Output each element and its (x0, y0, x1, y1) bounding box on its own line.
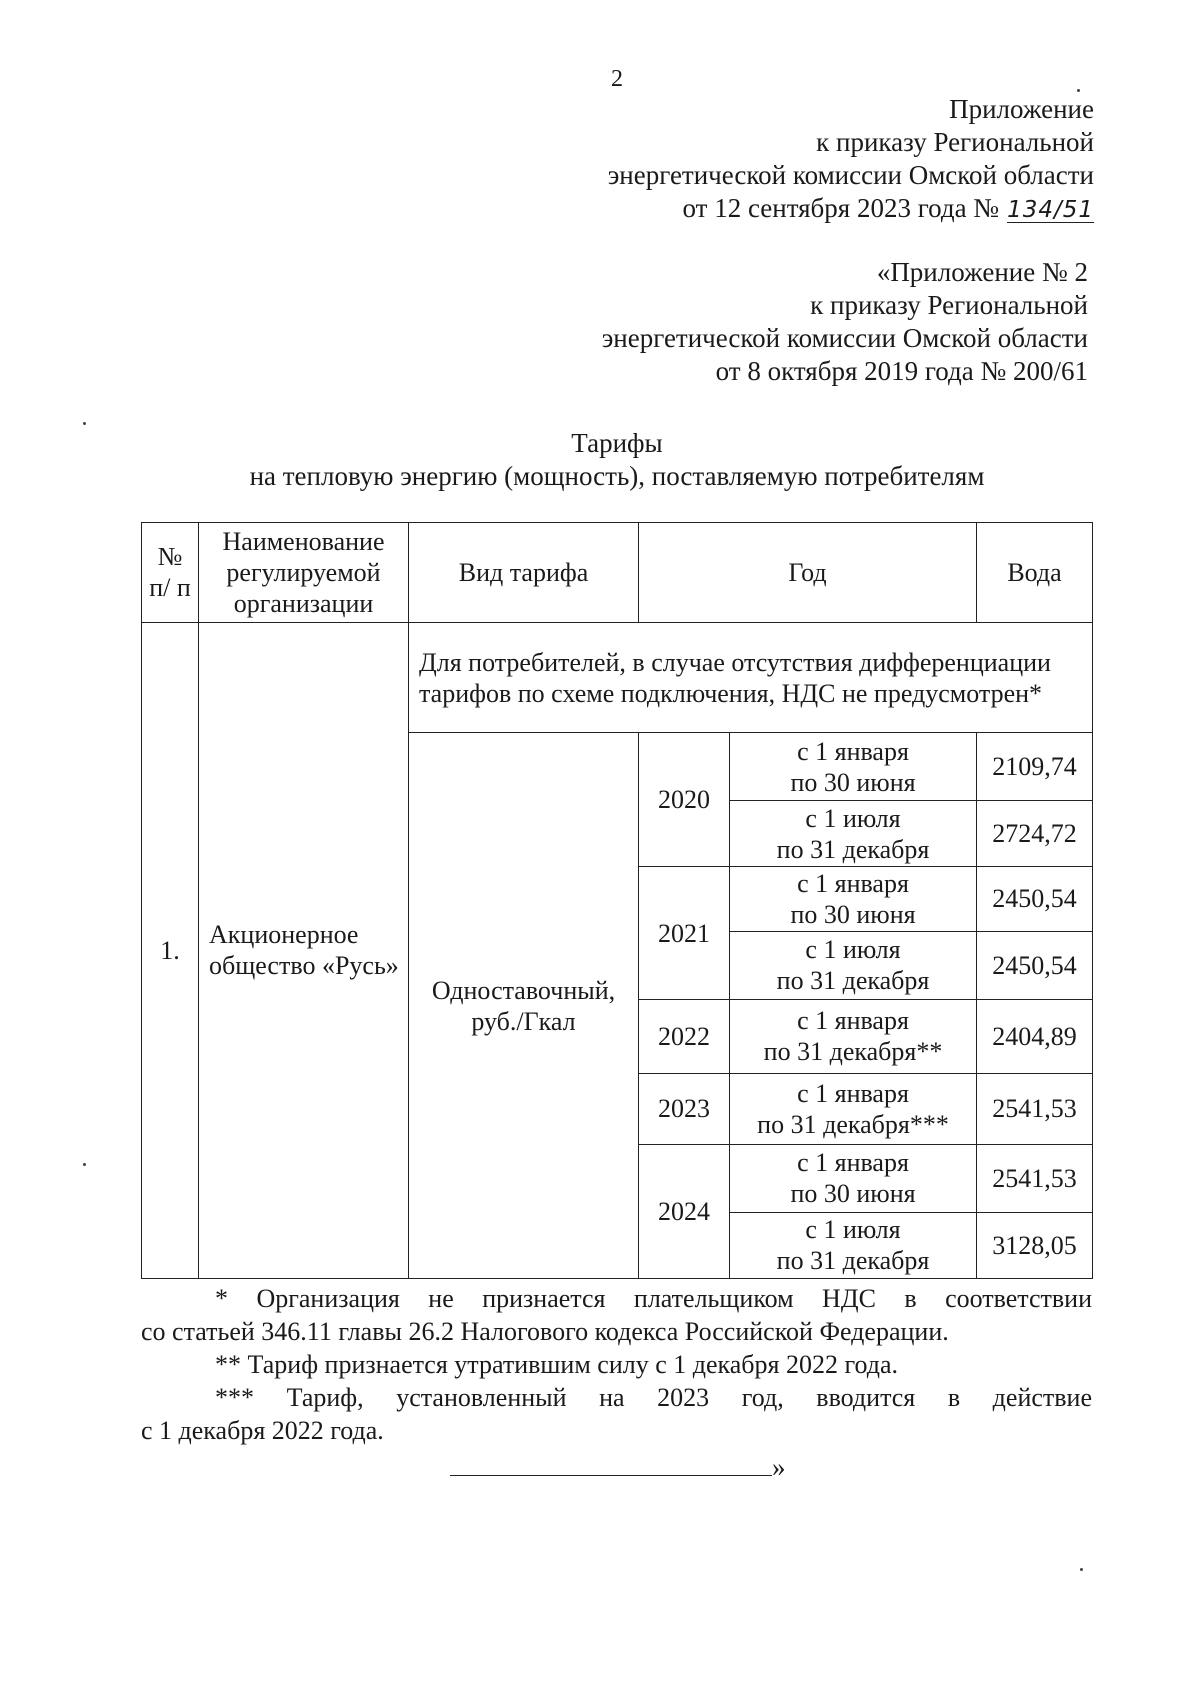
closing-rule (450, 1455, 772, 1476)
period-from: с 1 июля (805, 803, 901, 833)
header-organization: Наименование регулируемой организации (199, 523, 409, 623)
header-year: Год (639, 523, 977, 623)
closing-line (450, 1452, 786, 1483)
tariff-value: 2404,89 (977, 1000, 1093, 1073)
period-to: по 30 июня (790, 767, 916, 797)
appendix-line: энергетической комиссии Омской области (601, 323, 1088, 353)
period-cell (730, 1212, 977, 1279)
header-tariff-type: Вид тарифа (409, 523, 639, 623)
scan-speck (83, 1163, 86, 1166)
appendix-line: от 8 октября 2019 года № 200/61 (715, 356, 1088, 386)
tariff-value: 2109,74 (977, 733, 1093, 800)
header-line: энергетической комиссии Омской области (607, 160, 1094, 190)
document-title (0, 427, 1200, 493)
organization-name: Акционерное общество «Русь» (199, 622, 409, 1278)
period-cell (730, 800, 977, 866)
tariff-value: 2450,54 (977, 931, 1093, 999)
scan-speck (1077, 89, 1080, 92)
closing-quote: » (772, 1452, 786, 1482)
period-from: с 1 июля (805, 935, 901, 965)
period-from: с 1 января (797, 736, 909, 766)
period-from: с 1 января (797, 1148, 909, 1178)
period-to: по 31 декабря*** (757, 1109, 949, 1139)
period-from: с 1 июля (805, 1215, 901, 1245)
footnote-line: с 1 декабря 2022 года. (141, 1416, 384, 1445)
tariff-value: 2724,72 (977, 800, 1093, 866)
title-line: на тепловую энергию (мощность), поставляемую потребителям (249, 461, 985, 491)
period-from: с 1 января (797, 1078, 909, 1108)
order-header (608, 93, 1094, 225)
footnote-line: *** Тариф, установленный на 2023 год, вводится в действие (215, 1383, 1092, 1412)
period-from: с 1 января (797, 1006, 909, 1036)
period-to: по 31 декабря (776, 966, 930, 996)
tariff-kind: Одноставочный, руб./Гкал (409, 733, 639, 1279)
period-to: по 31 декабря (776, 834, 930, 864)
period-from: с 1 января (797, 868, 909, 898)
period-to: по 30 июня (790, 899, 916, 929)
page-number: 2 (611, 66, 623, 92)
period-cell (730, 1073, 977, 1144)
period-cell (730, 931, 977, 999)
consumer-note: Для потребителей, в случае отсутствия дифференциации тарифов по схеме подключения, НДС не предусмотрен* (409, 622, 1093, 733)
tariff-value: 2450,54 (977, 867, 1093, 931)
table-row (142, 622, 1093, 733)
period-to: по 31 декабря (776, 1246, 930, 1276)
period-cell (730, 1145, 977, 1212)
year-cell: 2023 (639, 1073, 730, 1144)
header-line (608, 192, 1094, 225)
footnote-line: со статьей 346.11 главы 26.2 Налогового кодекса Российской Федерации. (141, 1317, 949, 1346)
header-num: № п/ п (142, 523, 199, 623)
appendix-line: «Приложение № 2 (876, 257, 1088, 287)
header-line: к приказу Региональной (816, 127, 1094, 157)
year-cell: 2022 (639, 1000, 730, 1073)
handwritten-order-number: 134/51 (1007, 197, 1094, 223)
tariff-value: 2541,53 (977, 1073, 1093, 1144)
footnote-line: ** Тариф признается утратившим силу с 1 декабря 2022 года. (215, 1350, 899, 1379)
year-cell: 2024 (639, 1145, 730, 1279)
appendix-header (602, 256, 1088, 388)
period-to: по 30 июня (790, 1179, 916, 1209)
header-line: Приложение (949, 94, 1094, 124)
header-water: Вода (977, 523, 1093, 623)
year-cell: 2021 (639, 867, 730, 1000)
table-header-row (142, 523, 1093, 623)
tariff-table (141, 522, 1093, 1279)
header-date: от 12 сентября 2023 года № (682, 193, 1000, 223)
period-cell (730, 1000, 977, 1073)
title-line: Тарифы (571, 428, 663, 458)
tariff-value: 2541,53 (977, 1145, 1093, 1212)
scan-speck (1080, 1568, 1083, 1571)
row-number: 1. (142, 622, 199, 1278)
year-cell: 2020 (639, 733, 730, 867)
footnotes (141, 1282, 1092, 1447)
footnote-line: * Организация не признается плательщиком НДС в соответствии (215, 1284, 1092, 1313)
scan-speck (83, 422, 86, 425)
tariff-value: 3128,05 (977, 1212, 1093, 1279)
period-to: по 31 декабря** (763, 1037, 943, 1067)
period-cell (730, 733, 977, 800)
appendix-line: к приказу Региональной (810, 290, 1088, 320)
period-cell (730, 867, 977, 931)
